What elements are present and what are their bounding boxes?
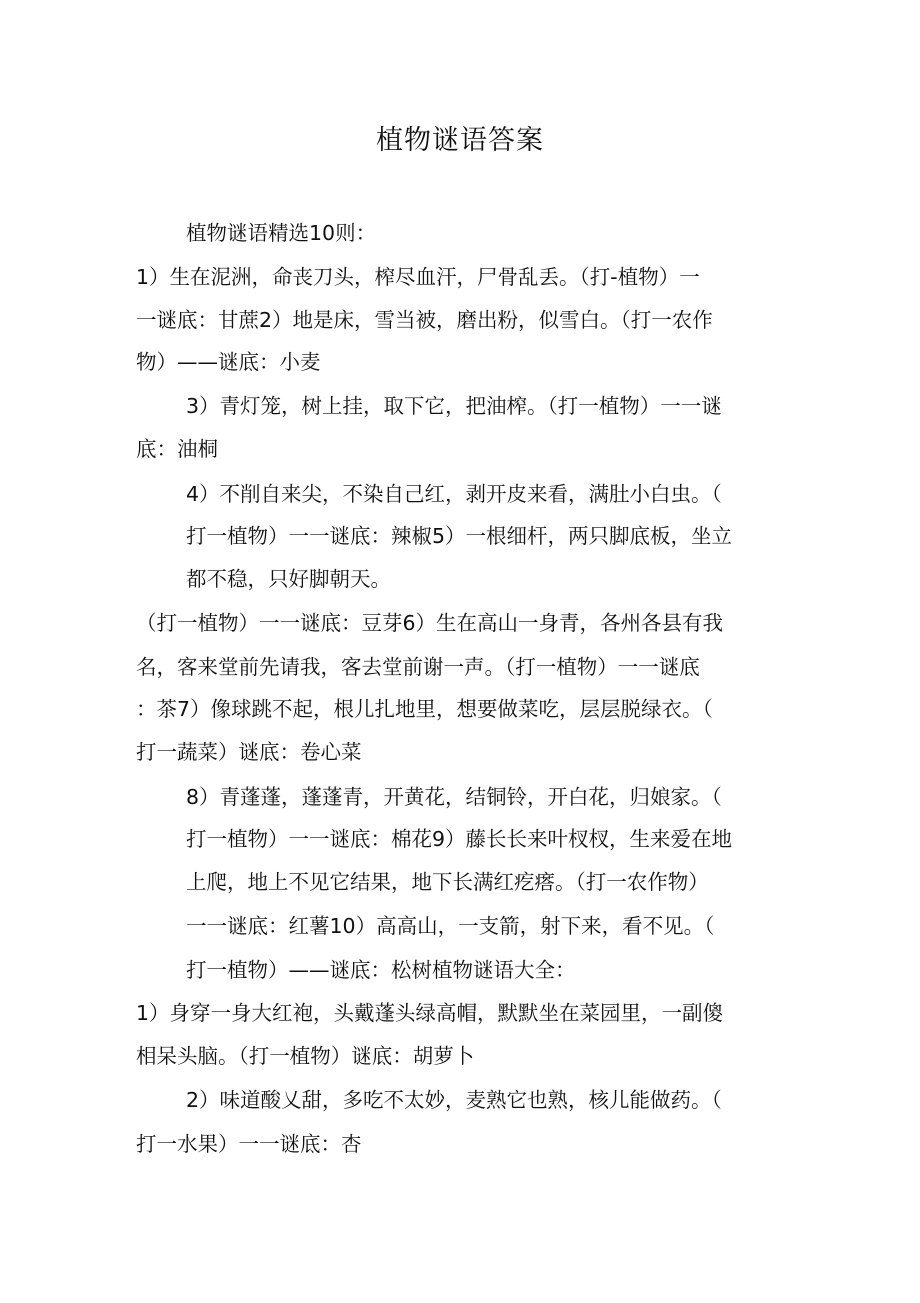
text-line: 名，客来堂前先请我，客去堂前谢一声。（打一植物）一一谜底 <box>136 655 700 679</box>
text-line: 3）青灯笼，树上挂，取下它，把油榨。（打一植物）一一谜 <box>186 394 722 418</box>
text-line: 一谜底：甘蔗2）地是床，雪当被，磨出粉，似雪白。（打一农作 <box>136 308 713 332</box>
text-line: 8）青蓬蓬，蓬蓬青，开黄花，结铜铃，开白花，归娘家。（ <box>186 785 722 809</box>
text-line: 打一水果）一一谜底：杏 <box>136 1132 362 1156</box>
text-line: 上爬，地上不见它结果，地下长满红疙瘩。（打一农作物） <box>186 870 709 894</box>
text-line: 1）身穿一身大红袍，头戴蓬头绿高帽，默默坐在菜园里，一副傻 <box>136 1001 724 1025</box>
text-line: ：茶7）像球跳不起，根儿扎地里，想要做菜吃，层层脱绿衣。（ <box>136 697 713 721</box>
text-line: 相呆头脑。（打一植物）谜底：胡萝卜 <box>136 1044 475 1068</box>
text-line: 打一蔬菜）谜底：卷心菜 <box>136 740 362 764</box>
text-line: 2）味道酸乂甜，多吃不太妙，麦熟它也熟，核儿能做药。（ <box>186 1088 722 1112</box>
section-heading: 植物谜语精选10则： <box>186 221 377 245</box>
text-line: 打一植物）一一谜底：辣椒5）一根细杆，两只脚底板，坐立 <box>186 524 733 548</box>
text-line: （打一植物）一一谜底：豆芽6）生在高山一身青，各州各县有我 <box>136 611 724 635</box>
text-line: 打一植物）一一谜底：棉花9）藤长长来叶杈杈，生来爱在地 <box>186 827 733 851</box>
text-line: 底：油桐 <box>136 437 218 461</box>
text-line: 一一谜底：红薯10）高高山，一支箭，射下来，看不见。（ <box>186 914 715 938</box>
text-line: 4）不削自来尖，不染自己红，剥开皮来看，满肚小白虫。（ <box>186 482 722 506</box>
text-line: 都不稳，只好脚朝天。 <box>186 567 391 591</box>
text-line: 1）生在泥洲，命丧刀头，榨尽血汗，尸骨乱丢。（打-植物）一 <box>136 265 700 289</box>
text-line: 物）——谜底：小麦 <box>136 350 321 374</box>
text-line: 打一植物）——谜底：松树植物谜语大全： <box>186 958 576 982</box>
page-title: 植物谜语答案 <box>376 125 544 156</box>
